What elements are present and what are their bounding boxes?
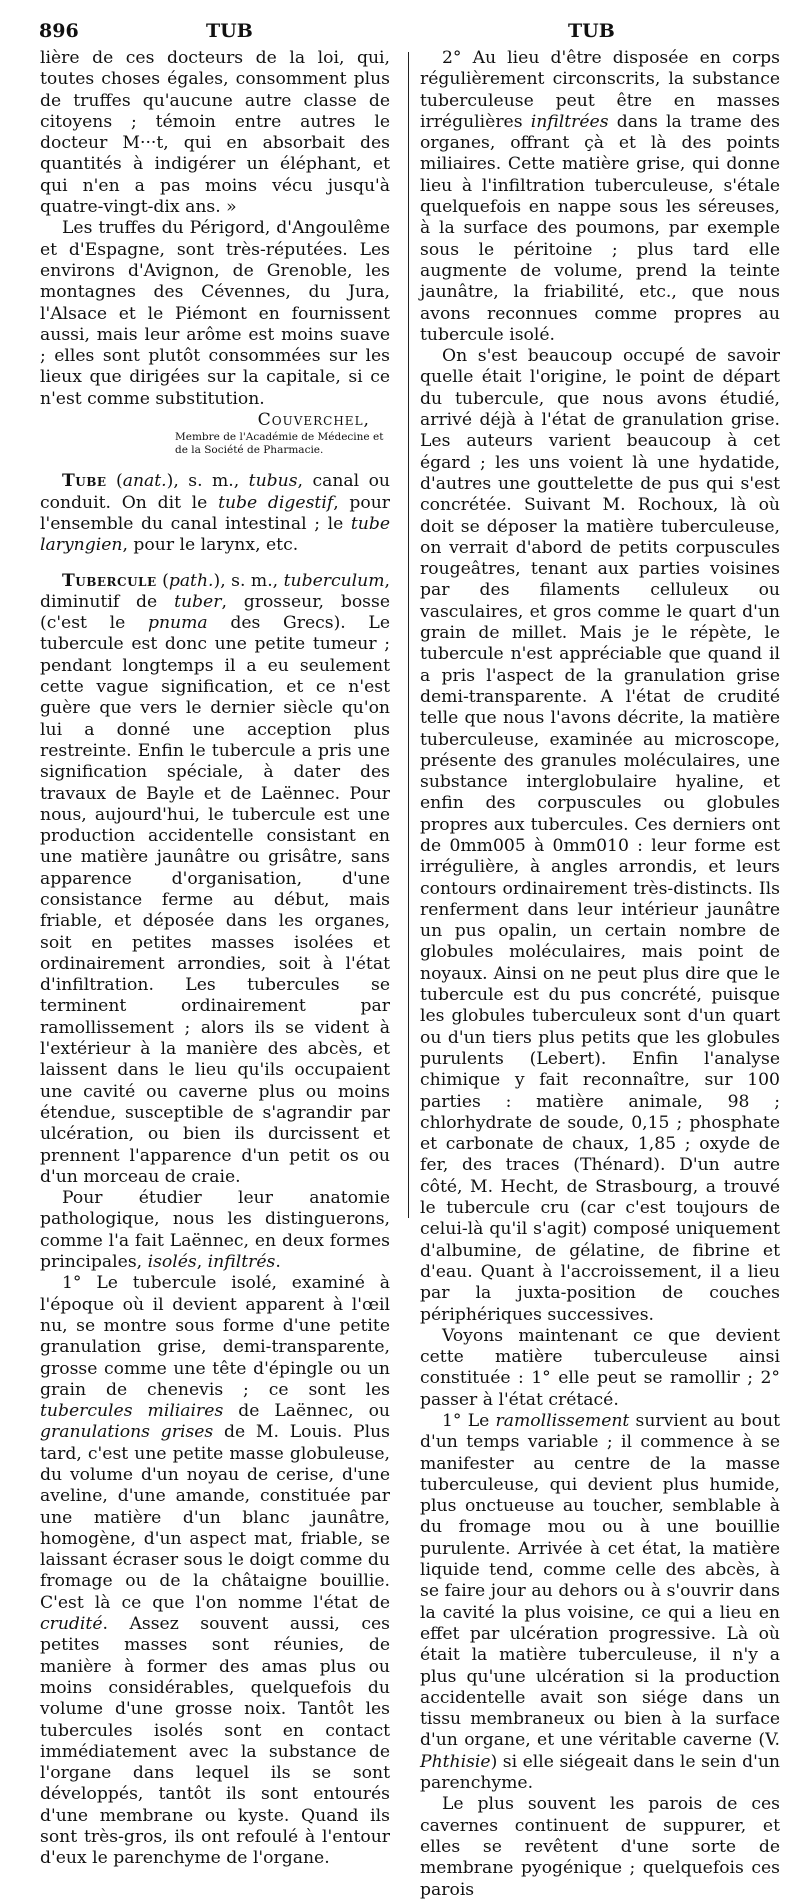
caverns-paragraph: Le plus souvent les parois de ces cavernes continuent de suppurer, et elles se revêtent d'une sorte de membrane pyogénique ; quelquefois ces parois <box>420 1794 780 1900</box>
page-header <box>0 20 800 44</box>
running-head-left: TUB <box>206 20 253 42</box>
paragraph-text: Pour étudier leur anatomie pathologique, nous les distinguerons, comme l'a fait Laënnec, en deux formes principales, <box>40 1188 390 1273</box>
anatomy-paragraph <box>40 1188 390 1273</box>
entry-text: ( <box>156 570 169 591</box>
entry-italic: tube digestif <box>218 492 334 513</box>
truffle-regions-paragraph: Les truffes du Périgord, d'Angoulême et d'Espagne, sont très-réputées. Les environs d'Avignon, de Grenoble, les montagnes des Cévennes, du Jura, l'Alsace et le Piémont en fournissent aussi, mais leur arôme est moins suave ; elles sont plutôt consommées sur les lieux que dirigées sur la capitale, si ce n'est comme substitution. <box>40 218 390 409</box>
paragraph-italic: crudité <box>40 1614 103 1635</box>
paragraph-text: dans la trame des organes, offrant çà et là des points miliaires. Cette matière grise, qui donne lieu à l'infiltration tuberculeuse, s'étale quelquefois en nappe sous les séreuses, à la surface des poumons, par exemple sous le péritoine ; plus tard elle augmente de volume, prend la teinte jaunâtre, la friabilité, etc., que nous avons reconnues comme propres au tubercule isolé. <box>420 111 780 345</box>
paragraph-text: . <box>275 1252 281 1273</box>
entry-text: , diminutif de <box>40 570 391 612</box>
paragraph-italic: isolés <box>147 1252 197 1273</box>
infiltrated-tubercle-paragraph <box>420 48 780 346</box>
paragraph-italic: Phthisie <box>420 1751 491 1772</box>
paragraph-italic: infiltrés <box>207 1252 276 1273</box>
paragraph-text: survient au bout d'un temps variable ; il commence à se manifester au centre de la masse tuberculeuse, qui devient plus humide, plus onctueuse au toucher, semblable à du fromage mou ou à une bouillie purulente. Arrivée à cet état, la matière liquide tend, comme celle des abcès, à se faire jour au dehors ou à s'ouvrir dans la cavité la plus voisine, ce qui a lieu en effet par ulcération progressive. Là où était la matière tuberculeuse, il n'y a plus qu'une ulcération si la production accidentelle avait son siége dans un tissu membraneux ou bien à la surface d'un organe, et une véritable caverne (V. <box>420 1411 780 1751</box>
entry-text: ), s. m., <box>166 471 249 492</box>
left-column <box>40 48 391 1869</box>
entry-headword-tube: Tube <box>62 471 107 492</box>
entry-italic: tubus <box>248 471 298 492</box>
entry-italic: pnuma <box>147 613 208 634</box>
entry-italic: tube laryngien <box>40 513 390 556</box>
entry-headword-tubercule: Tubercule <box>62 570 157 591</box>
evolution-paragraph: Voyons maintenant ce que devient cette matière tuberculeuse ainsi constituée : 1° elle peut se ramollir ; 2° passer à l'état crétacé. <box>420 1325 780 1410</box>
paragraph-text: de M. Louis. Plus tard, c'est une petite masse globuleuse, du volume d'un noyau de cerise, d'une aveline, d'une amande, constituée par une matière d'un blanc jaunâtre, homogène, d'un aspect mat, friable, se laissant écraser sous le doigt comme du fromage ou de la châtaigne bouillie. C'est là ce que l'on nomme l'état de <box>40 1422 391 1613</box>
entry-text: ( <box>106 471 123 492</box>
entry-text: , grosseur, bosse (c'est le <box>40 591 390 634</box>
author-affiliation: Membre de l'Académie de Médecine et de la Société de Pharmacie. <box>175 431 384 457</box>
entry-tubercule <box>40 571 390 1189</box>
entry-text: , pour le larynx, etc. <box>122 535 299 556</box>
entry-italic: tuber <box>174 591 222 612</box>
entry-text: des Grecs). Le tubercule est donc une petite tumeur ; pendant longtemps il a eu seulement cette vague signification, et ce n'est guère que vers le dernier siècle qu'on lui a donné une acception plus restreinte. Enfin le tubercule a pris une signification spéciale, à dater des travaux de Bayle et de Laënnec. Pour nous, aujourd'hui, le tubercule est une production accidentelle consistant en une matière jaunâtre ou grisâtre, sans apparence d'organisation, d'une consistance ferme au début, mais friable, et déposée dans les organes, soit en petites masses isolées et ordinairement arrondies, soit à l'état d'infiltration. Les tubercules se terminent ordinairement par ramollissement ; alors ils se vident à l'extérieur à la manière des abcès, et laissent dans le lieu qu'ils occupaient une cavité ou caverne plus ou moins étendue, susceptible de s'agrandir par ulcération, ou bien ils durcissent et prennent l'apparence d'un petit os ou d'un morceau de craie. <box>40 613 391 1187</box>
running-head-right: TUB <box>568 20 615 42</box>
paragraph-text: , <box>196 1252 208 1273</box>
isolated-tubercle-paragraph <box>40 1273 390 1869</box>
paragraph-italic: granulations grises <box>40 1422 214 1443</box>
origin-paragraph: On s'est beaucoup occupé de savoir quelle était l'origine, le point de départ du tubercule, que nous avons étudié, arrivé déjà à l'état de granulation grise. Les auteurs varient beaucoup à cet égard ; les uns voient là une hydatide, d'autres une gouttelette de pus qui s'est concrétée. Suivant M. Rochoux, là où doit se déposer la matière tuberculeuse, on verrait d'abord de petits corpuscules rougeâtres, tenant aux parties voisines par des filaments celluleux ou vasculaires, et gros comme le quart d'un grain de millet. Mais je le répète, le tubercule n'est appréciable que quand il a pris l'aspect de la granulation grise demi-transparente. A l'état de crudité telle que nous l'avons décrite, la matière tuberculeuse, examinée au microscope, présente des granules moléculaires, une substance interglobulaire hyaline, et enfin des corpuscules ou globules propres aux tubercules. Ces derniers ont de 0mm005 à 0mm010 : leur forme est irrégulière, à angles arrondis, et leurs contours ordinairement très-distincts. Ils renferment dans leur intérieur jaunâtre un pus opalin, un certain nombre de globules moléculaires, mais point de noyaux. Ainsi on ne peut plus dire que le tubercule est du pus concrété, puisque les globules tuberculeux sont d'un quart ou d'un tiers plus petits que les globules purulents (Lebert). Enfin l'analyse chimique y fait reconnaître, sur 100 parties : matière animale, 98 ; chlorhydrate de soude, 0,15 ; phosphate et carbonate de chaux, 1,85 ; oxyde de fer, des traces (Thénard). D'un autre côté, M. Hecht, de Strasbourg, a trouvé le tubercule cru (car c'est toujours de celui-là qu'il s'agit) composé uniquement d'albumine, de gélatine, de fibrine et d'eau. Quant à l'accroissement, il a lieu par la juxta-position de couches périphériques successives. <box>420 346 780 1325</box>
entry-text: , pour l'ensemble du canal intestinal ; le <box>40 492 390 534</box>
paragraph-text: 2° Au lieu d'être disposée en corps régulièrement circonscrits, la substance tuberculeuse peut être en masses irrégulières <box>420 48 780 132</box>
entry-italic: tuberculum <box>283 570 385 591</box>
right-column <box>420 48 780 1900</box>
author-signature: Couverchel, <box>257 410 370 431</box>
entry-text: , canal ou conduit. On dit le <box>40 471 390 513</box>
column-divider <box>408 52 409 1218</box>
paragraph-italic: tubercules miliaires <box>40 1401 224 1422</box>
entry-italic: path. <box>168 570 214 591</box>
paragraph-text: . Assez souvent aussi, ces petites masses sont réunies, de manière à former des amas plus ou moins considérables, quelquefois du volume d'une grosse noix. Tantôt les tubercules isolés sont en contact immédiatement avec la substance de l'organe dans lequel ils se sont développés, tantôt ils sont entourés d'une membrane ou kyste. Quand ils sont très-gros, ils ont refoulé à l'entour d'eux le parenchyme de l'organe. <box>40 1614 390 1869</box>
page-number: 896 <box>39 20 79 42</box>
paragraph-text: ) si elle siégeait dans le sein d'un parenchyme. <box>420 1751 780 1794</box>
entry-tube <box>40 471 390 556</box>
softening-paragraph <box>420 1411 780 1794</box>
paragraph-italic: infiltrées <box>530 111 609 132</box>
entry-text: ), s. m., <box>213 570 284 591</box>
paragraph-italic: ramollissement <box>495 1411 630 1431</box>
paragraph-text: 1° Le <box>442 1411 496 1431</box>
entry-italic: anat. <box>122 471 167 492</box>
paragraph-text: 1° Le tubercule isolé, examiné à l'époque où il devient apparent à l'œil nu, se montre sous forme d'une petite granulation grise, demi-transparente, grosse comme une tête d'épingle ou un grain de chenevis ; ce sont les <box>40 1273 390 1400</box>
paragraph-text: de Laënnec, ou <box>223 1401 390 1422</box>
truffle-quote-end: lière de ces docteurs de la loi, qui, toutes choses égales, consomment plus de truffes qu'aucune autre classe de citoyens ; témoin entre autres le docteur M···t, qui en absorbait des quantités à indigérer un éléphant, et qui n'en a pas moins vécu jusqu'à quatre-vingt-dix ans. » <box>40 48 390 218</box>
